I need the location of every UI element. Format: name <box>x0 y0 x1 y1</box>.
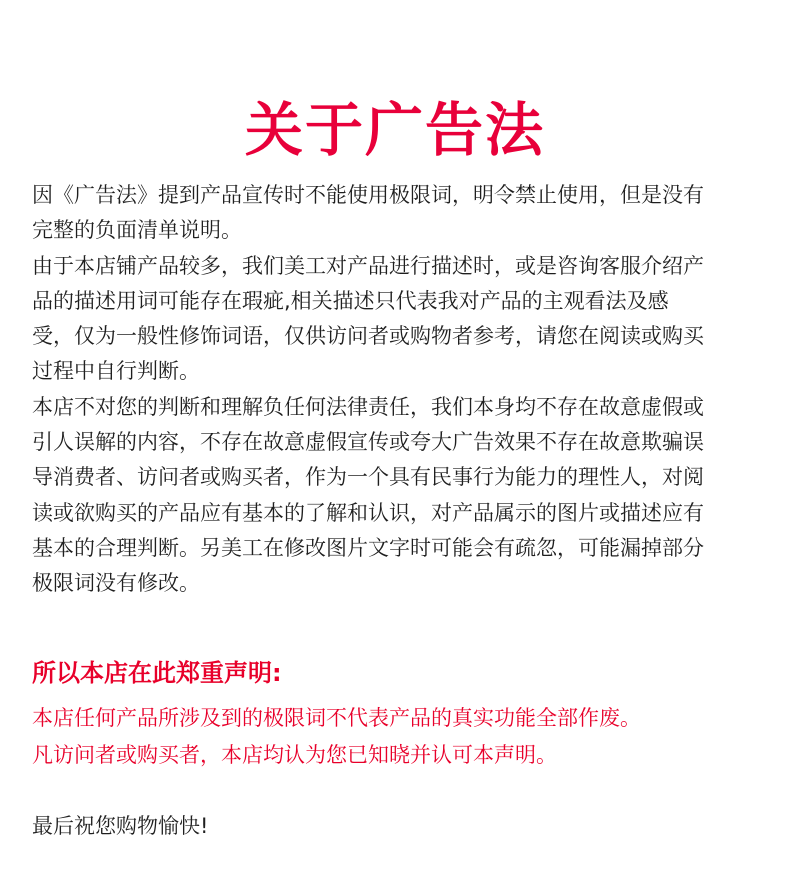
notice-heading: 所以本店在此郑重声明: <box>32 659 282 687</box>
body-line: 因《广告法》提到产品宣传时不能使用极限词，明令禁止使用，但是没有 <box>32 183 704 207</box>
notice-body <box>32 700 762 774</box>
body-line: 导消费者、访问者或购买者，作为一个具有民事行为能力的理性人，对阅 <box>32 465 704 490</box>
page-title: 关于广告法 <box>244 95 545 164</box>
notice-line: 凡访问者或购买者，本店均认为您已知晓并认可本声明。 <box>32 743 557 767</box>
body-line: 品的描述用词可能存在瑕疵,相关描述只代表我对产品的主观看法及感 <box>32 288 669 313</box>
body-line: 受，仅为一般性修饰词语，仅供访问者或购物者参考，请您在阅读或购买 <box>32 324 704 349</box>
body-line: 过程中自行判断。 <box>32 359 200 384</box>
body-line: 由于本店铺产品较多，我们美工对产品进行描述时，或是咨询客服介绍产 <box>32 253 704 278</box>
body-line: 极限词没有修改。 <box>32 571 200 596</box>
body-line: 读或欲购买的产品应有基本的了解和认识，对产品属示的图片或描述应有 <box>32 500 704 525</box>
closing-text: 最后祝您购物愉快! <box>32 814 209 838</box>
notice-line: 本店任何产品所涉及到的极限词不代表产品的真实功能全部作废。 <box>32 706 641 730</box>
body-line: 基本的合理判断。另美工在修改图片文字时可能会有疏忽，可能漏掉部分 <box>32 535 704 560</box>
body-line: 本店不对您的判断和理解负任何法律责任，我们本身均不存在故意虚假或 <box>32 394 704 419</box>
body-line: 引人误解的内容，不存在故意虚假宣传或夸大广告效果不存在故意欺骗误 <box>32 430 704 455</box>
disclaimer-body <box>32 178 762 602</box>
body-line: 完整的负面清单说明。 <box>32 218 242 243</box>
